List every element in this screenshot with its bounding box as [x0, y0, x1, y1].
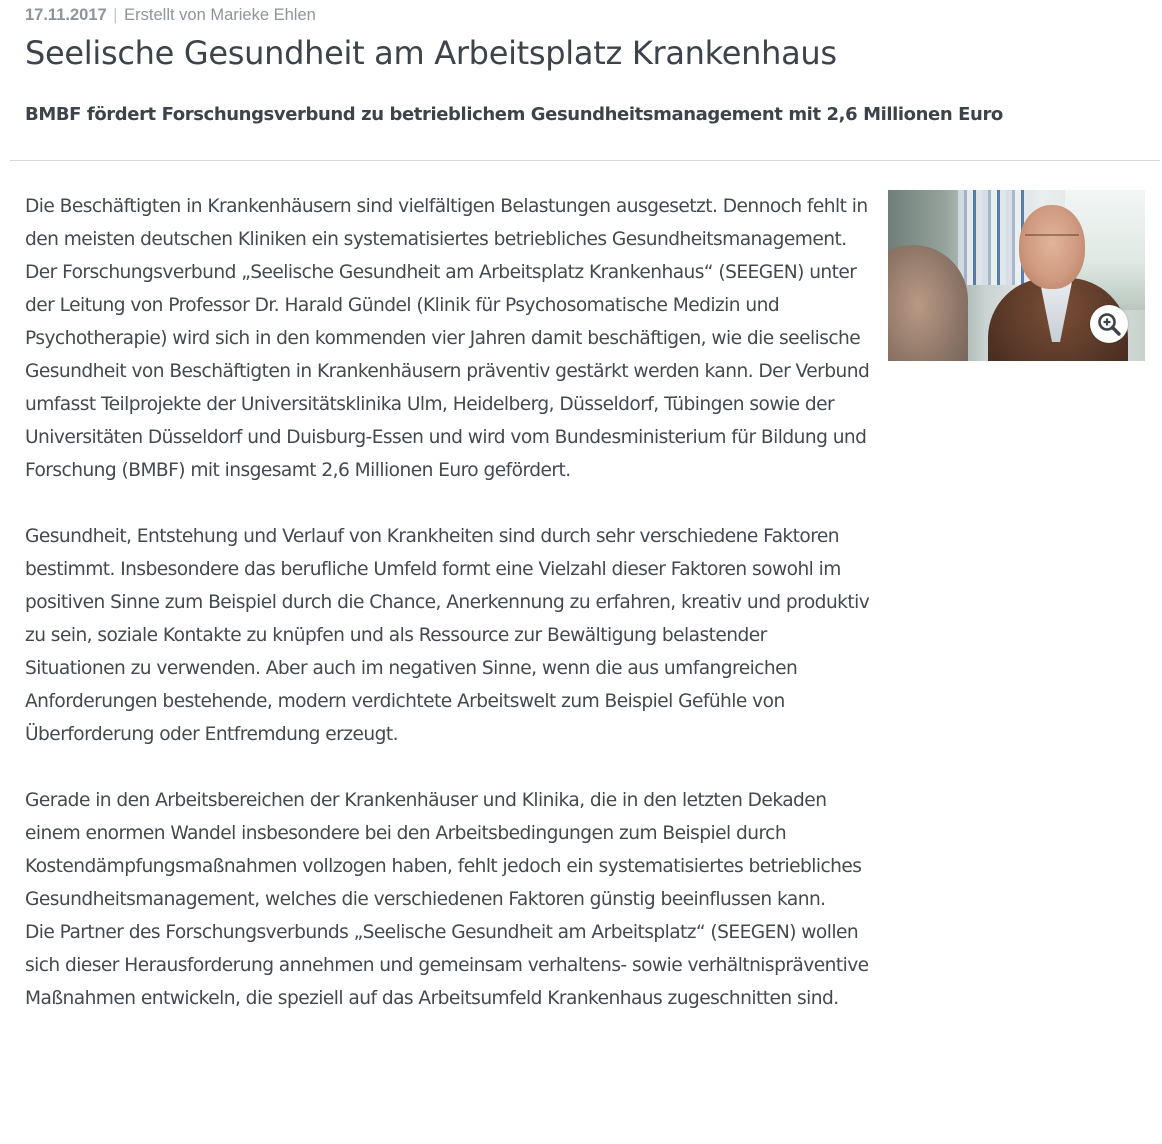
article-author: Erstellt von Marieke Ehlen: [124, 6, 316, 24]
header-divider: [10, 160, 1160, 161]
zoom-button[interactable]: [1090, 305, 1128, 343]
body-paragraph: Gerade in den Arbeitsbereichen der Krankenhäuser und Klinika, die in den letzten Dekaden einem enormen Wandel insbesondere bei den Arbeitsbedingungen zum Beispiel durch Kostendämpfungsmaßnahmen vollzogen haben, fehlt jedoch ein systematisiertes betriebliches Gesundheitsmanagement, welches die verschiedenen Faktoren günstig beeinflussen kann.: [25, 790, 862, 910]
person-from-behind: [888, 245, 968, 361]
body-paragraph: Gesundheit, Entstehung und Verlauf von Krankheiten sind durch sehr verschiedene Faktoren bestimmt. Insbesondere das berufliche Umfeld formt eine Vielzahl dieser Faktoren sowohl im positiven Sinne zum Beispiel durch die Chance, Anerkennung zu erfahren, kreativ und produktiv zu sein, soziale Kontakte zu knüpfen und als Ressource zur Bewältigung belastender Situationen zu verwenden. Aber auch im negativen Sinne, wenn die aus umfangreichen Anforderungen bestehende, modern verdichtete Arbeitswelt zum Beispiel Gefühle von Überforderung oder Entfremdung erzeugt.: [25, 526, 870, 745]
bookshelf: [958, 190, 1028, 285]
body-paragraph: Die Beschäftigten in Krankenhäusern sind vielfältigen Belastungen ausgesetzt. Dennoch fehlt in den meisten deutschen Kliniken ein systematisiertes betriebliches Gesundheitsmanagement. Der Forschungsverbund „Seelische Gesundheit am Arbeitsplatz Krankenhaus“ (SEEGEN) unter der Leitung von Professor Dr. Harald Gündel (Klinik für Psychosomatische Medizin und Psychotherapie) wird sich in den kommenden vier Jahren damit beschäftigen, wie die seelische Gesundheit von Beschäftigten in Krankenhäusern präventiv gestärkt werden kann. Der Verbund umfasst Teilprojekte der Universitätsklinika Ulm, Heidelberg, Düsseldorf, Tübingen sowie der Universitäten Düsseldorf und Duisburg-Essen und wird vom Bundesministerium für Bildung und Forschung (BMBF) mit insgesamt 2,6 Millionen Euro gefördert.: [25, 196, 870, 481]
article-subtitle: BMBF fördert Forschungsverbund zu betrieblichem Gesundheitsmanagement mit 2,6 Millionen Euro: [25, 104, 1003, 125]
article-date: 17.11.2017: [25, 6, 107, 24]
article-body: [25, 190, 870, 1015]
zoom-in-icon: [1096, 311, 1122, 337]
man-portrait: [1019, 205, 1085, 289]
meta-separator: |: [113, 6, 118, 24]
body-paragraph: Die Partner des Forschungsverbunds „Seelische Gesundheit am Arbeitsplatz“ (SEEGEN) wollen sich dieser Herausforderung annehmen und gemeinsam verhaltens- sowie verhältnispräventive Maßnahmen entwickeln, die speziell auf das Arbeitsumfeld Krankenhaus zugeschnitten sind.: [25, 922, 869, 1009]
article-meta: [25, 6, 316, 25]
glasses: [1025, 234, 1079, 246]
article-title: Seelische Gesundheit am Arbeitsplatz Krankenhaus: [25, 34, 837, 72]
